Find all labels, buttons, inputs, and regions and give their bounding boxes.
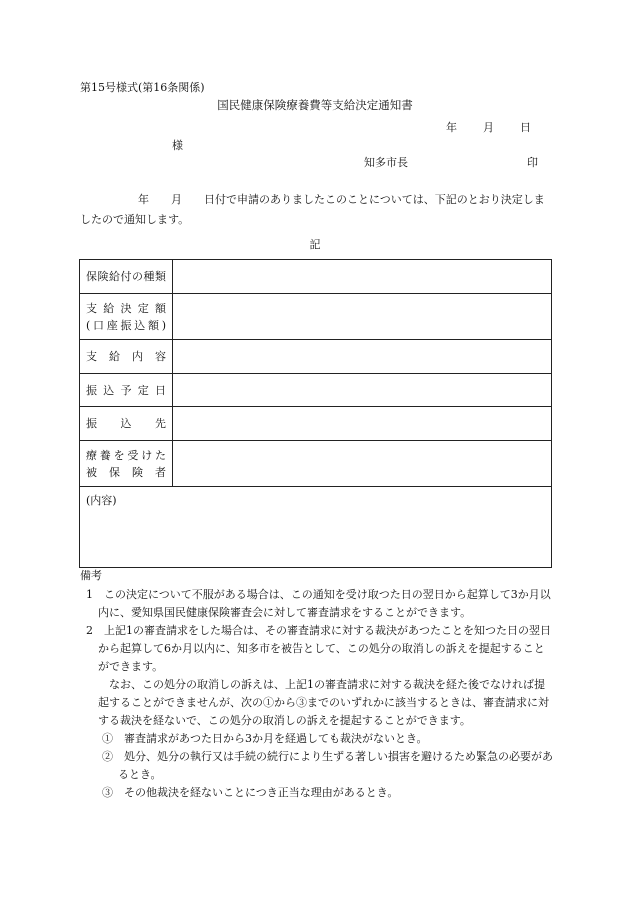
table-row [80, 340, 552, 374]
remarks-notes [80, 586, 554, 802]
ki-heading: 記 [309, 238, 321, 251]
row-value [173, 340, 552, 374]
row-value [173, 374, 552, 407]
date-month: 月 [483, 121, 494, 134]
decision-table [79, 259, 552, 568]
remark-note-3: なお、この処分の取消しの訴えは、上記1の審査請求に対する裁決を経た後でなければ提起することができませんが、次の①から③までのいずれかに該当するときは、審査請求に対する裁決を経ないで、この処分の取消しの訴えを提起することができます。 [98, 678, 549, 727]
row-label-line1: 療養を受けた [86, 448, 166, 462]
contents-cell: (内容) [80, 487, 552, 568]
row-label-line2: 被保険者 [86, 465, 166, 479]
table-row [80, 294, 552, 340]
table-row [80, 374, 552, 407]
row-label: 保険給付の種類 [80, 260, 173, 294]
issuer-name: 知多市長 [364, 156, 408, 169]
row-value [173, 441, 552, 487]
table-row-contents [80, 487, 552, 568]
document-title: 国民健康保険療養費等支給決定通知書 [217, 98, 413, 112]
date-day: 日 [520, 121, 531, 134]
notice-body-text: 年 月 日付で申請のありましたこのことについては、下記のとおり決定しましたので通知します。 [80, 193, 545, 226]
row-label [80, 294, 173, 340]
form-number: 第15号様式(第16条関係) [80, 81, 205, 94]
remarks-heading: 備考 [80, 569, 102, 582]
row-label: 振込先 [80, 407, 173, 441]
addressee-suffix: 様 [172, 139, 183, 152]
remark-note-1: 1 この決定について不服がある場合は、この通知を受け取つた日の翌日から起算して3か月以内に、愛知県国民健康保険審査会に対して審査請求をすることができます。 [86, 588, 551, 619]
date-line [446, 121, 531, 135]
table-row [80, 441, 552, 487]
remark-note-2: 2 上記1の審査請求をした場合は、その審査請求に対する裁決があつたことを知つた日の翌日から起算して6か月以内に、知多市を被告として、この処分の取消しの訴えを提起することができます。 [86, 624, 551, 673]
seal-mark: 印 [527, 156, 538, 169]
row-label: 支給内容 [80, 340, 173, 374]
row-value [173, 407, 552, 441]
remark-item-3: ③ その他裁決を経ないことにつき正当な理由があるとき。 [102, 786, 399, 799]
remark-item-2: ② 処分、処分の執行又は手続の続行により生ずる著しい損害を避けるため緊急の必要があるとき。 [102, 750, 553, 781]
row-value [173, 260, 552, 294]
row-label-line1: 支給決定額 [86, 301, 166, 315]
remark-item-1: ① 審査請求があつた日から3か月を経過しても裁決がないとき。 [102, 732, 428, 745]
table-row [80, 260, 552, 294]
notice-body [80, 190, 552, 230]
row-label-line2: (口座振込額) [86, 318, 166, 332]
row-label [80, 441, 173, 487]
date-year: 年 [446, 121, 457, 134]
row-value [173, 294, 552, 340]
row-label: 振込予定日 [80, 374, 173, 407]
table-row [80, 407, 552, 441]
